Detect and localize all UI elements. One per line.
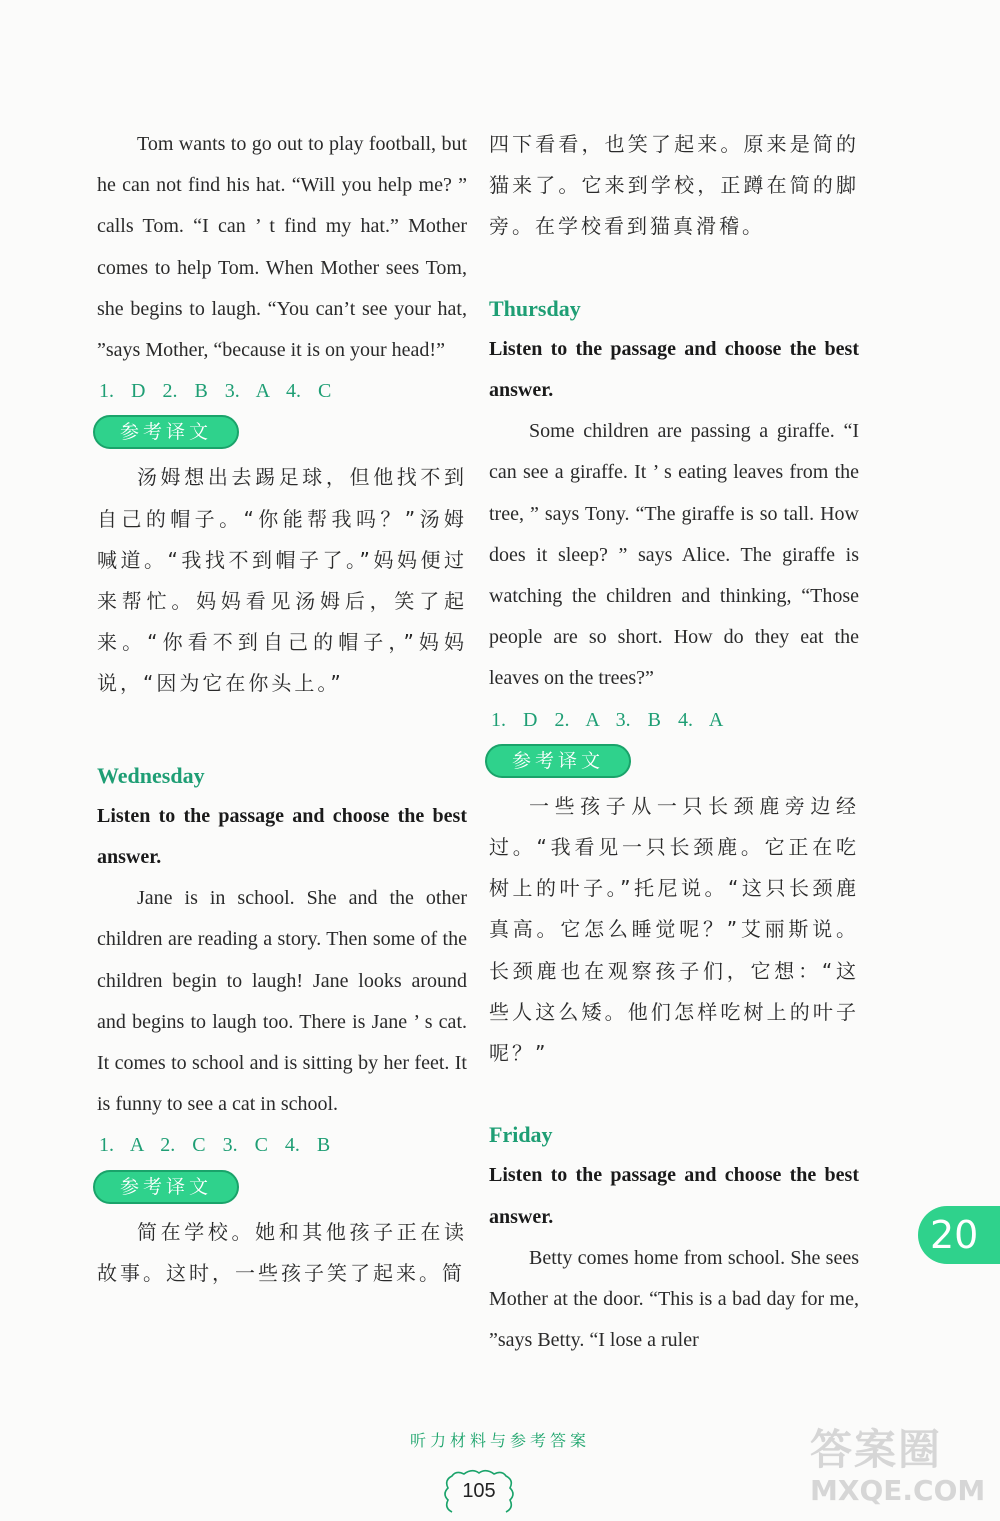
watermark-bottom: MXQE.COM [810,1474,986,1507]
wednesday-instruction: Listen to the passage and choose the best answer. [97,804,467,869]
translation-badge: 参考译文 [485,744,631,778]
section-spacer [489,1074,859,1114]
thursday-answers: 1. D 2. A 3. B 4. A [491,708,724,731]
wednesday-translation-start: 简在学校。她和其他孩子正在读故事。这时，一些孩子笑了起来。简 [97,1219,467,1285]
watermark-top: 答案圈 [810,1425,943,1474]
left-column [97,124,467,1294]
thursday-instruction: Listen to the passage and choose the best answer. [489,337,859,402]
wednesday-translation-end: 四下看看，也笑了起来。原来是简的猫来了。它来到学校，正蹲在简的脚旁。在学校看到猫真滑稽。 [489,132,859,239]
unit-tab: 20 [918,1206,1000,1264]
section-spacer [489,248,859,288]
footer-title: 听力材料与参考答案 [409,1431,590,1450]
translation-badge: 参考译文 [93,1170,239,1204]
right-column [489,124,859,1361]
friday-instruction: Listen to the passage and choose the best answer. [489,1164,859,1228]
thursday-translation: 一些孩子从一只长颈鹿旁边经过。“我看见一只长颈鹿。它正在吃树上的叶子。”托尼说。“这只长颈鹿真高。它怎么睡觉呢？”艾丽斯说。长颈鹿也在观察孩子们，它想：“这些人这么矮。他们怎样吃树上的叶子呢？” [489,793,859,1066]
tuesday-answers: 1. D 2. B 3. A 4. C [99,380,332,403]
section-spacer [97,705,467,755]
wednesday-passage: Jane is in school. She and the other children are reading a story. Then some of the children begin to laugh! Jane looks around and begins to laugh too. There is Jane ’ s cat. It comes to school and is sitting by her feet. It is funny to see a cat in school. [97,887,467,1116]
wednesday-title: Wednesday [97,762,205,788]
friday-passage: Betty comes home from school. She sees Mother at the door. “This is a bad day for me, ”says Betty. “I lose a ruler [489,1246,859,1352]
tuesday-translation: 汤姆想出去踢足球，但他找不到自己的帽子。“你能帮我吗？”汤姆喊道。“我找不到帽子了。”妈妈便过来帮忙。妈妈看见汤姆后，笑了起来。“你看不到自己的帽子，”妈妈说，“因为它在你头上。” [97,465,467,696]
watermark-logo [810,1426,1000,1518]
thursday-title: Thursday [489,295,581,321]
translation-badge: 参考译文 [93,415,239,449]
wednesday-answers: 1. A 2. C 3. C 4. B [99,1134,331,1157]
friday-title: Friday [489,1122,553,1148]
thursday-passage: Some children are passing a giraffe. “I can see a giraffe. It ’ s eating leaves from the tree, ” says Tony. “The giraffe is so tall. How does it sleep? ” says Alice. The giraffe is watching the children and thinking, “Those people are so short. How do they eat the leaves on the trees?” [489,420,859,690]
tuesday-passage: Tom wants to go out to play football, but he can not find his hat. “Will you help me? ” calls Tom. “I can ’ t find my hat.” Mother comes to help Tom. When Mother sees Tom, she begins to laugh. “You can’t see your hat, ”says Mother, “because it is on your head!” [97,133,467,362]
page-number: 105 [462,1480,496,1502]
page-number-badge [438,1468,520,1514]
